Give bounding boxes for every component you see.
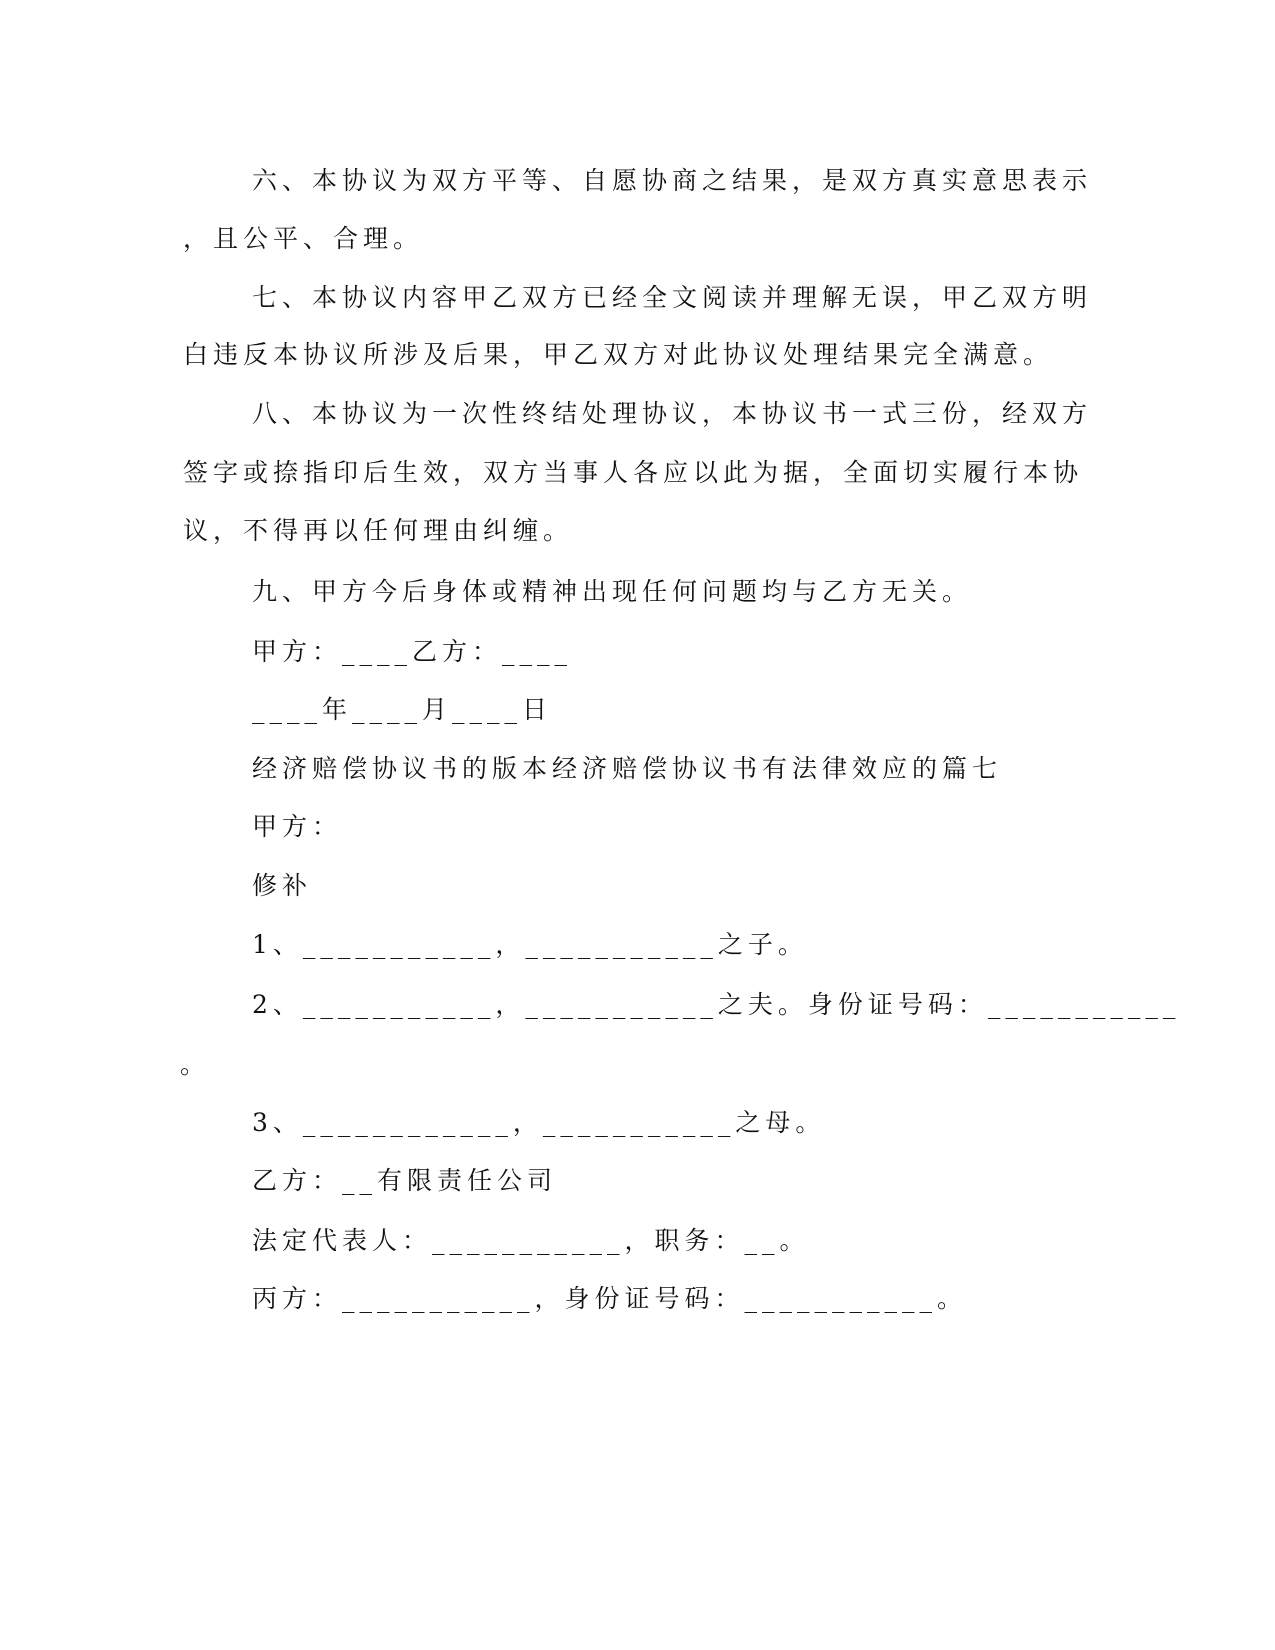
text-xiubu: 修补 xyxy=(252,871,313,900)
party-a-item-3: 3、____________，___________之母。 xyxy=(252,1108,826,1137)
clause-8-line-3: 议，不得再以任何理由纠缠。 xyxy=(183,516,574,545)
party-a-label: 甲方： xyxy=(252,812,343,841)
clause-6-line-2: ，且公平、合理。 xyxy=(183,224,424,253)
clause-8-line-1: 八、本协议为一次性终结处理协议，本协议书一式三份，经双方 xyxy=(252,399,1093,428)
clause-7-line-2: 白违反本协议所涉及后果，甲乙双方对此协议处理结果完全满意。 xyxy=(183,340,1054,369)
date-line: ____年____月____日 xyxy=(252,695,553,724)
legal-representative-line: 法定代表人：___________，职务：__。 xyxy=(252,1226,810,1255)
clause-6-line-1: 六、本协议为双方平等、自愿协商之结果，是双方真实意思表示 xyxy=(252,166,1093,195)
party-c-line: 丙方：___________，身份证号码：___________。 xyxy=(252,1284,968,1313)
clause-8-line-2: 签字或捺指印后生效，双方当事人各应以此为据，全面切实履行本协 xyxy=(183,458,1084,487)
clause-7-line-1: 七、本协议内容甲乙双方已经全文阅读并理解无误，甲乙双方明 xyxy=(252,283,1093,312)
section-title: 经济赔偿协议书的版本经济赔偿协议书有法律效应的篇七 xyxy=(252,754,1003,783)
party-a-item-2-end: 。 xyxy=(180,1050,211,1079)
party-a-item-1: 1、___________，___________之子。 xyxy=(252,930,808,959)
party-a-item-2: 2、___________，___________之夫。身份证号码：___________ xyxy=(252,990,1181,1019)
clause-9: 九、甲方今后身体或精神出现任何问题均与乙方无关。 xyxy=(252,577,973,606)
party-b-line: 乙方：__有限责任公司 xyxy=(252,1166,558,1195)
signature-line: 甲方：____乙方：____ xyxy=(252,637,573,666)
